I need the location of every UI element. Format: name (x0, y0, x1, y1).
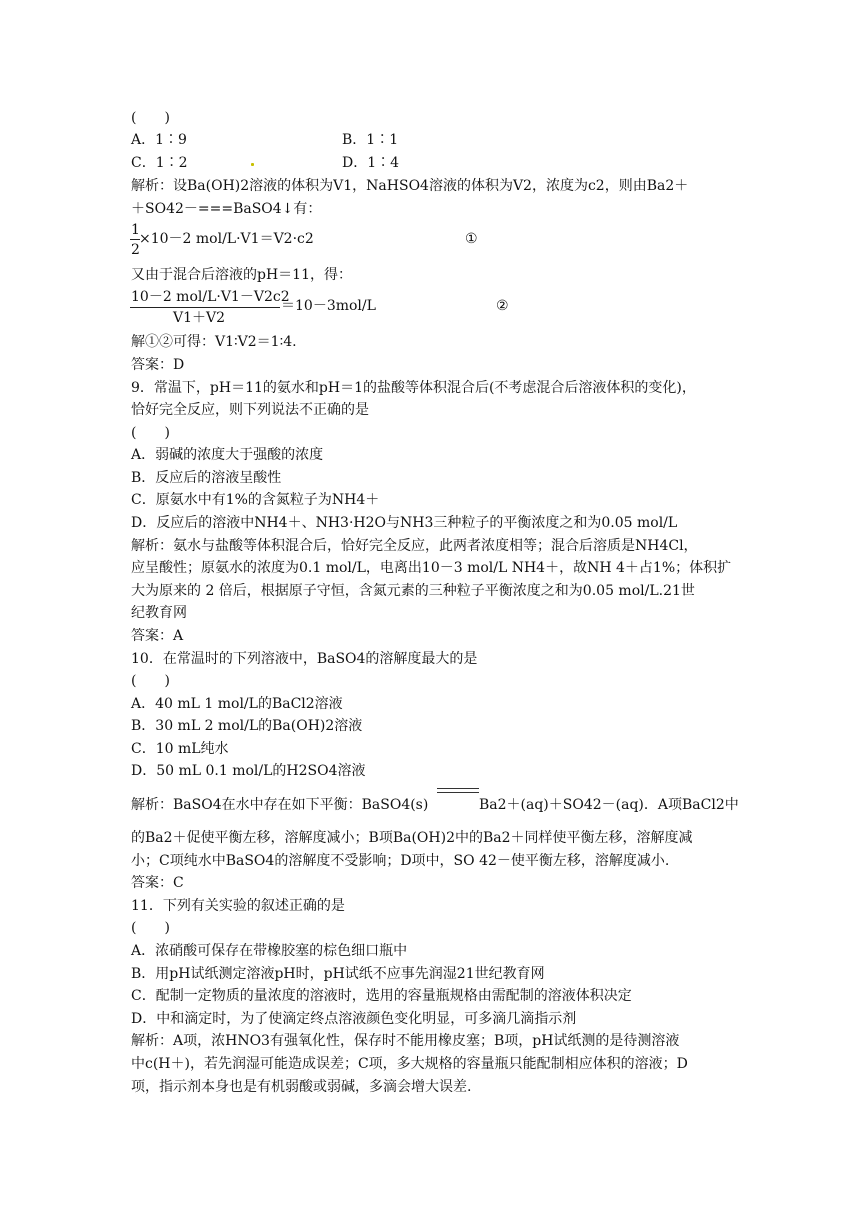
equation-marker-1: ① (465, 231, 478, 247)
option-a: A．1∶9 (131, 132, 187, 148)
answer-line: 答案：C (131, 875, 184, 891)
question-11: 11．下列有关实验的叙述正确的是 (131, 898, 345, 914)
equilibrium-arrow-icon (437, 788, 479, 794)
fraction-denominator: V1＋V2 (173, 310, 226, 326)
option-a: A．40 mL 1 mol/L的BaCl2溶液 (131, 696, 343, 712)
analysis-text: ＋SO42－===BaSO4↓有： (131, 201, 322, 217)
option-b: B．反应后的溶液呈酸性 (131, 470, 282, 486)
equation-marker-2: ② (496, 298, 509, 314)
analysis-text: 解析：氨水与盐酸等体积混合后，恰好完全反应，此两者浓度相等；混合后溶质是NH4Cl， (131, 538, 698, 554)
option-d: D．中和滴定时，为了使滴定终点溶液颜色变化明显，可多滴几滴指示剂 (131, 1011, 577, 1027)
option-a: A．浓硝酸可保存在带橡胶塞的棕色细口瓶中 (131, 943, 408, 959)
question-9: 恰好完全反应，则下列说法不正确的是 (131, 402, 369, 418)
analysis-text: 大为原来的 2 倍后，根据原子守恒，含氮元素的三种粒子平衡浓度之和为0.05 mol/L.21世 (131, 583, 695, 599)
analysis-text: 解析：A项，浓HNO3有强氧化性，保存时不能用橡皮塞；B项，pH试纸测的是待测溶液 (131, 1033, 680, 1049)
analysis-text: 纪教育网 (131, 605, 187, 621)
answer-line: 答案：A (131, 628, 184, 644)
analysis-text: 中c(H＋)，若先润湿可能造成误差；C项，多大规格的容量瓶只能配制相应体积的溶液；D (131, 1056, 688, 1072)
answer-blank: ( ) (131, 920, 170, 936)
option-c: C．原氨水中有1%的含氮粒子为NH4＋ (131, 492, 380, 508)
equation-1: ×10－2 mol/L·V1＝V2·c2 (139, 231, 314, 247)
option-d: D．1∶4 (342, 155, 400, 171)
stray-mark (251, 163, 254, 166)
fraction-denominator: 2 (131, 242, 140, 258)
analysis-text: 项，指示剂本身也是有机弱酸或弱碱，多滴会增大误差. (131, 1079, 472, 1095)
fraction-numerator: 10－2 mol/L·V1－V2c2 (131, 289, 290, 305)
question-9: 9．常温下，pH＝11的氨水和pH＝1的盐酸等体积混合后(不考虑混合后溶液体积的变化)， (131, 380, 696, 396)
analysis-text: 解析：设Ba(OH)2溶液的体积为V1，NaHSO4溶液的体积为V2，浓度为c2，则由Ba2＋ (131, 178, 689, 194)
equation-2: ＝10－3mol/L (281, 298, 376, 314)
answer-line: 答案：D (131, 357, 185, 373)
question-10: 10．在常温时的下列溶液中，BaSO4的溶解度最大的是 (131, 651, 478, 667)
answer-blank: ( ) (131, 110, 170, 126)
fraction-bar (130, 307, 280, 308)
option-a: A．弱碱的浓度大于强酸的浓度 (131, 447, 324, 463)
analysis-text: 小；C项纯水中BaSO4的溶解度不受影响；D项中，SO 42－使平衡左移，溶解度减小. (131, 853, 670, 869)
fraction-numerator: 1 (131, 222, 140, 238)
option-c: C．配制一定物质的量浓度的溶液时，选用的容量瓶规格由需配制的溶液体积决定 (131, 988, 632, 1004)
option-b: B．30 mL 2 mol/L的Ba(OH)2溶液 (131, 718, 363, 734)
analysis-text: Ba2＋(aq)＋SO42－(aq)．A项BaCl2中 (479, 797, 739, 813)
option-c: C．1∶2 (131, 155, 188, 171)
option-c: C．10 mL纯水 (131, 741, 229, 757)
analysis-text: 解析：BaSO4在水中存在如下平衡：BaSO4(s) (131, 797, 429, 813)
option-b: B．1∶1 (342, 132, 399, 148)
option-b: B．用pH试纸测定溶液pH时，pH试纸不应事先润湿21世纪教育网 (131, 966, 545, 982)
analysis-text: 应呈酸性；原氨水的浓度为0.1 mol/L，电离出10－3 mol/L NH4＋，故NH 4＋占1%；体积扩 (131, 560, 732, 576)
analysis-text: 的Ba2＋促使平衡左移，溶解度减小；B项Ba(OH)2中的Ba2＋同样使平衡左移，溶解度减 (131, 830, 693, 846)
option-d: D．反应后的溶液中NH4＋、NH3·H2O与NH3三种粒子的平衡浓度之和为0.05 mol/L (131, 515, 678, 531)
analysis-text: 解①②可得：V1∶V2＝1∶4. (131, 334, 297, 350)
option-d: D．50 mL 0.1 mol/L的H2SO4溶液 (131, 763, 366, 779)
analysis-text: 又由于混合后溶液的pH＝11，得： (131, 267, 352, 283)
answer-blank: ( ) (131, 673, 170, 689)
answer-blank: ( ) (131, 425, 170, 441)
